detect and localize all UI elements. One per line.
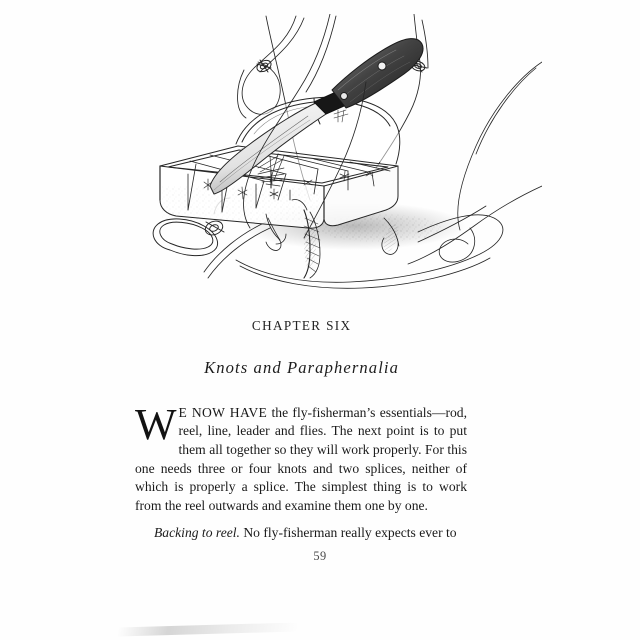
fly-box-illustration-svg (118, 14, 542, 302)
chapter-title: Knots and Paraphernalia (204, 357, 400, 377)
knife-rivet-upper (378, 62, 386, 70)
paragraph-one-text: the fly-fisherman’s essentials—rod, reel, line, leader and flies. The next point is to put them all together so they will work properly. For this one needs three or four knots and two splices, neither of which is properly a splice. The simplest thing is to work from the reel outwards and examine them one by one. (135, 404, 467, 513)
knot-upper-left (255, 58, 273, 74)
page-text-block (135, 318, 467, 543)
chapter-illustration (118, 14, 542, 302)
opening-small-caps: E NOW HAVE (178, 404, 268, 420)
paragraph-two-text: No fly-fisherman really expects ever to (239, 525, 457, 541)
fly-box (160, 97, 400, 228)
illustration-ink (153, 14, 542, 288)
chapter-label: CHAPTER SIX (251, 318, 352, 333)
paragraph-one (135, 399, 467, 516)
page-edge-shadow (118, 622, 298, 636)
knife-rivet-lower (341, 93, 348, 100)
paragraph-two (135, 524, 467, 543)
page-number: 59 (313, 549, 327, 563)
drop-cap: W (135, 399, 177, 449)
run-in-heading: Backing to reel. (154, 525, 240, 541)
